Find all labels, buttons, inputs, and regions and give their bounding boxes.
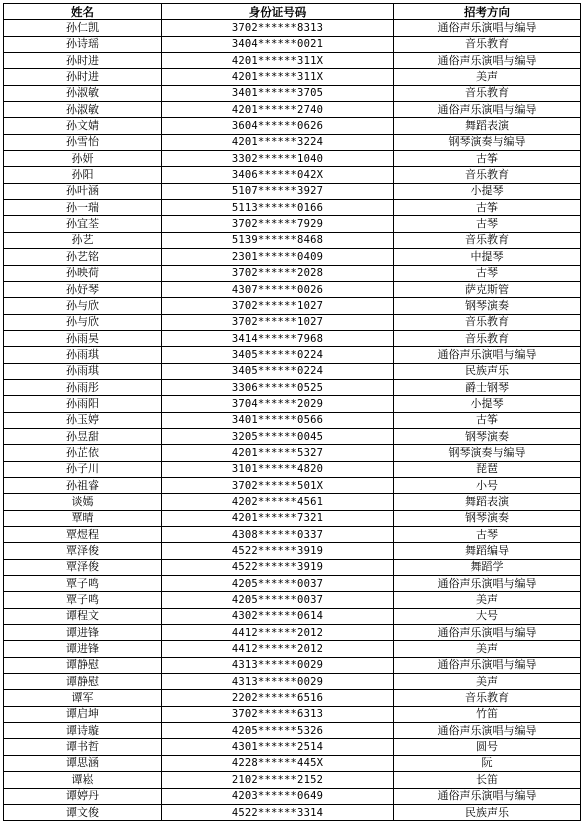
table-row — [4, 706, 581, 722]
table-row — [4, 510, 581, 526]
table-row — [4, 118, 581, 134]
major-cell: 民族声乐 — [394, 804, 581, 820]
major-cell: 长笛 — [394, 772, 581, 788]
id-cell: 3704******2029 — [162, 396, 394, 412]
name-cell: 孙与欣 — [4, 298, 162, 314]
id-cell: 3604******0626 — [162, 118, 394, 134]
name-cell: 谭进锋 — [4, 625, 162, 641]
table-row — [4, 330, 581, 346]
id-cell: 3702******2028 — [162, 265, 394, 281]
id-cell: 3406******042X — [162, 167, 394, 183]
id-cell: 4412******2012 — [162, 641, 394, 657]
id-cell: 3306******0525 — [162, 379, 394, 395]
major-cell: 音乐教育 — [394, 167, 581, 183]
id-cell: 4307******0026 — [162, 281, 394, 297]
name-cell: 孙雨昊 — [4, 330, 162, 346]
name-cell: 谭进锋 — [4, 641, 162, 657]
table-row — [4, 134, 581, 150]
id-cell: 4202******4561 — [162, 494, 394, 510]
table-row — [4, 657, 581, 673]
major-cell: 小提琴 — [394, 183, 581, 199]
table-row — [4, 772, 581, 788]
name-cell: 谭崧 — [4, 772, 162, 788]
major-cell: 钢琴演奏 — [394, 428, 581, 444]
id-cell: 4201******311X — [162, 69, 394, 85]
id-cell: 4522******3919 — [162, 559, 394, 575]
major-cell: 通俗声乐演唱与编导 — [394, 723, 581, 739]
major-cell: 通俗声乐演唱与编导 — [394, 20, 581, 36]
table-row — [4, 85, 581, 101]
id-cell: 3302******1040 — [162, 151, 394, 167]
table-row — [4, 723, 581, 739]
major-cell: 音乐教育 — [394, 330, 581, 346]
name-cell: 孙与欣 — [4, 314, 162, 330]
table-row — [4, 477, 581, 493]
major-cell: 音乐教育 — [394, 690, 581, 706]
name-cell: 谈嫣 — [4, 494, 162, 510]
id-cell: 3702******8313 — [162, 20, 394, 36]
id-cell: 2301******0409 — [162, 249, 394, 265]
major-cell: 古筝 — [394, 151, 581, 167]
name-cell: 覃子鸣 — [4, 592, 162, 608]
id-cell: 4313******0029 — [162, 657, 394, 673]
name-cell: 孙芷依 — [4, 445, 162, 461]
table-row — [4, 200, 581, 216]
major-cell: 通俗声乐演唱与编导 — [394, 788, 581, 804]
id-cell: 4308******0337 — [162, 527, 394, 543]
table-row — [4, 674, 581, 690]
table-row — [4, 445, 581, 461]
table-row — [4, 592, 581, 608]
table-row — [4, 428, 581, 444]
id-cell: 3405******0224 — [162, 363, 394, 379]
name-cell: 孙艺铭 — [4, 249, 162, 265]
table-body — [4, 20, 581, 821]
table-row — [4, 739, 581, 755]
name-cell: 覃煜程 — [4, 527, 162, 543]
id-cell: 4201******311X — [162, 53, 394, 69]
name-cell: 孙时进 — [4, 69, 162, 85]
id-cell: 4201******7321 — [162, 510, 394, 526]
table-row — [4, 641, 581, 657]
major-cell: 舞蹈学 — [394, 559, 581, 575]
id-cell: 4205******0037 — [162, 592, 394, 608]
name-cell: 孙祖睿 — [4, 477, 162, 493]
table-row — [4, 625, 581, 641]
name-cell: 孙文婧 — [4, 118, 162, 134]
id-cell: 4205******0037 — [162, 576, 394, 592]
major-cell: 美声 — [394, 592, 581, 608]
id-cell: 4201******2740 — [162, 102, 394, 118]
id-cell: 3401******0566 — [162, 412, 394, 428]
table-row — [4, 232, 581, 248]
id-cell: 4522******3314 — [162, 804, 394, 820]
name-cell: 孙雪怡 — [4, 134, 162, 150]
major-cell: 小号 — [394, 477, 581, 493]
table-row — [4, 281, 581, 297]
table-row — [4, 53, 581, 69]
id-cell: 3702******1027 — [162, 314, 394, 330]
id-cell: 3702******1027 — [162, 298, 394, 314]
name-cell: 孙昱甜 — [4, 428, 162, 444]
major-cell: 中提琴 — [394, 249, 581, 265]
id-cell: 4228******445X — [162, 755, 394, 771]
major-cell: 音乐教育 — [394, 314, 581, 330]
name-cell: 孙阳 — [4, 167, 162, 183]
table-row — [4, 461, 581, 477]
id-cell: 2202******6516 — [162, 690, 394, 706]
name-cell: 谭程文 — [4, 608, 162, 624]
major-cell: 钢琴演奏 — [394, 510, 581, 526]
id-cell: 4201******5327 — [162, 445, 394, 461]
major-cell: 钢琴演奏与编导 — [394, 445, 581, 461]
name-cell: 覃子鸣 — [4, 576, 162, 592]
major-cell: 舞蹈编导 — [394, 543, 581, 559]
id-cell: 4412******2012 — [162, 625, 394, 641]
id-cell: 4301******2514 — [162, 739, 394, 755]
name-cell: 谭思涵 — [4, 755, 162, 771]
name-cell: 孙玉婷 — [4, 412, 162, 428]
major-cell: 竹笛 — [394, 706, 581, 722]
table-row — [4, 167, 581, 183]
major-cell: 古琴 — [394, 216, 581, 232]
id-cell: 3405******0224 — [162, 347, 394, 363]
id-cell: 3404******0021 — [162, 36, 394, 52]
id-cell: 4522******3919 — [162, 543, 394, 559]
table-row — [4, 151, 581, 167]
major-cell: 通俗声乐演唱与编导 — [394, 625, 581, 641]
major-cell: 通俗声乐演唱与编导 — [394, 576, 581, 592]
major-cell: 音乐教育 — [394, 85, 581, 101]
major-cell: 通俗声乐演唱与编导 — [394, 347, 581, 363]
table-row — [4, 347, 581, 363]
table-row — [4, 314, 581, 330]
name-cell: 谭启坤 — [4, 706, 162, 722]
major-cell: 通俗声乐演唱与编导 — [394, 53, 581, 69]
major-cell: 古琴 — [394, 527, 581, 543]
applicant-table — [3, 3, 581, 821]
table-row — [4, 298, 581, 314]
name-cell: 谭书哲 — [4, 739, 162, 755]
id-cell: 5139******8468 — [162, 232, 394, 248]
table-row — [4, 608, 581, 624]
major-cell: 萨克斯管 — [394, 281, 581, 297]
table-row — [4, 412, 581, 428]
name-cell: 谭文俊 — [4, 804, 162, 820]
table-row — [4, 804, 581, 820]
name-cell: 孙时进 — [4, 53, 162, 69]
major-cell: 琵琶 — [394, 461, 581, 477]
major-cell: 古琴 — [394, 265, 581, 281]
table-row — [4, 379, 581, 395]
id-cell: 3101******4820 — [162, 461, 394, 477]
name-cell: 孙淑敏 — [4, 85, 162, 101]
header-major: 招考方向 — [394, 4, 581, 20]
name-cell: 谭军 — [4, 690, 162, 706]
id-cell: 4203******0649 — [162, 788, 394, 804]
name-cell: 谭诗璇 — [4, 723, 162, 739]
id-cell: 5113******0166 — [162, 200, 394, 216]
major-cell: 阮 — [394, 755, 581, 771]
major-cell: 古筝 — [394, 412, 581, 428]
name-cell: 孙雨彤 — [4, 379, 162, 395]
table-row — [4, 20, 581, 36]
id-cell: 4201******3224 — [162, 134, 394, 150]
name-cell: 孙雨阳 — [4, 396, 162, 412]
major-cell: 民族声乐 — [394, 363, 581, 379]
table-row — [4, 396, 581, 412]
major-cell: 钢琴演奏 — [394, 298, 581, 314]
major-cell: 通俗声乐演唱与编导 — [394, 102, 581, 118]
major-cell: 舞蹈表演 — [394, 494, 581, 510]
table-row — [4, 690, 581, 706]
name-cell: 谭静慰 — [4, 657, 162, 673]
id-cell: 4302******0614 — [162, 608, 394, 624]
id-cell: 4313******0029 — [162, 674, 394, 690]
major-cell: 古筝 — [394, 200, 581, 216]
table-row — [4, 265, 581, 281]
major-cell: 音乐教育 — [394, 232, 581, 248]
name-cell: 孙叶涵 — [4, 183, 162, 199]
name-cell: 孙妤琴 — [4, 281, 162, 297]
major-cell: 美声 — [394, 674, 581, 690]
table-row — [4, 216, 581, 232]
table-row — [4, 183, 581, 199]
name-cell: 覃泽俊 — [4, 559, 162, 575]
table-row — [4, 36, 581, 52]
id-cell: 5107******3927 — [162, 183, 394, 199]
table-row — [4, 69, 581, 85]
major-cell: 通俗声乐演唱与编导 — [394, 657, 581, 673]
id-cell: 3702******6313 — [162, 706, 394, 722]
header-row — [4, 4, 581, 20]
major-cell: 钢琴演奏与编导 — [394, 134, 581, 150]
name-cell: 孙雨琪 — [4, 347, 162, 363]
table-row — [4, 755, 581, 771]
name-cell: 孙宜荃 — [4, 216, 162, 232]
header-name: 姓名 — [4, 4, 162, 20]
name-cell: 覃泽俊 — [4, 543, 162, 559]
name-cell: 孙映荷 — [4, 265, 162, 281]
name-cell: 孙雨琪 — [4, 363, 162, 379]
table-row — [4, 527, 581, 543]
name-cell: 孙艺 — [4, 232, 162, 248]
table-row — [4, 102, 581, 118]
id-cell: 3401******3705 — [162, 85, 394, 101]
id-cell: 3702******7929 — [162, 216, 394, 232]
name-cell: 谭静慰 — [4, 674, 162, 690]
name-cell: 孙妍 — [4, 151, 162, 167]
name-cell: 孙仁凯 — [4, 20, 162, 36]
id-cell: 2102******2152 — [162, 772, 394, 788]
table-row — [4, 788, 581, 804]
id-cell: 4205******5326 — [162, 723, 394, 739]
name-cell: 谭婷丹 — [4, 788, 162, 804]
table-row — [4, 576, 581, 592]
major-cell: 音乐教育 — [394, 36, 581, 52]
table-row — [4, 249, 581, 265]
major-cell: 圆号 — [394, 739, 581, 755]
id-cell: 3205******0045 — [162, 428, 394, 444]
major-cell: 大号 — [394, 608, 581, 624]
major-cell: 小提琴 — [394, 396, 581, 412]
name-cell: 孙子川 — [4, 461, 162, 477]
name-cell: 孙诗瑶 — [4, 36, 162, 52]
major-cell: 爵士钢琴 — [394, 379, 581, 395]
table-row — [4, 494, 581, 510]
id-cell: 3414******7968 — [162, 330, 394, 346]
major-cell: 舞蹈表演 — [394, 118, 581, 134]
header-id: 身份证号码 — [162, 4, 394, 20]
major-cell: 美声 — [394, 69, 581, 85]
id-cell: 3702******501X — [162, 477, 394, 493]
name-cell: 孙淑敏 — [4, 102, 162, 118]
name-cell: 覃晴 — [4, 510, 162, 526]
major-cell: 美声 — [394, 641, 581, 657]
table-row — [4, 559, 581, 575]
table-row — [4, 363, 581, 379]
name-cell: 孙一瑞 — [4, 200, 162, 216]
table-row — [4, 543, 581, 559]
